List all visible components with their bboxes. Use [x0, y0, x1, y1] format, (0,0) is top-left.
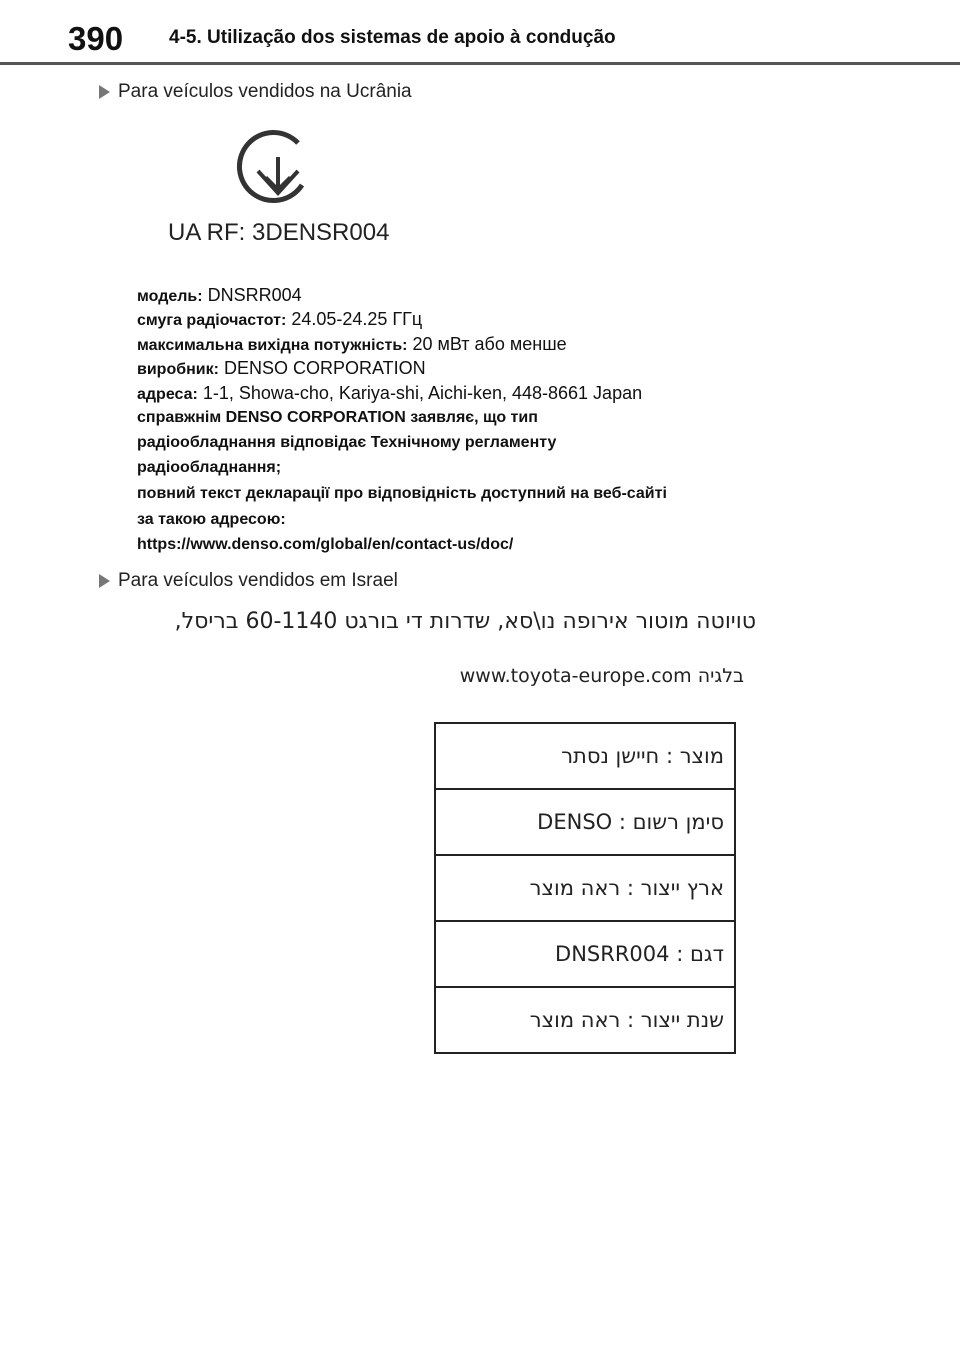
table-row: שנת ייצור : ראה מוצר [529, 1008, 724, 1032]
israel-importer-address: טויוטה מוטור אירופה נו\סא, שדרות די בורגט 60-1140 בריסל, [174, 609, 756, 634]
page-number: 390 [68, 20, 124, 57]
ua-url: https://www.denso.com/global/en/contact-us/doc/ [137, 536, 514, 553]
table-row: ארץ ייצור : ראה מוצר [436, 856, 734, 922]
ukrainian-conformity-mark-icon [236, 127, 316, 207]
ua-line: адреса: 1-1, Showa-cho, Kariya-shi, Aichi-ken, 448-8661 Japan [137, 383, 643, 403]
israel-label-table [434, 722, 736, 1054]
bullet-israel-text: Para veículos vendidos em Israel [118, 570, 398, 591]
ua-line: за такою адресою: [137, 511, 286, 528]
triangle-bullet-icon [99, 574, 110, 588]
bullet-ukraine [99, 81, 412, 103]
ua-line: модель: DNSRR004 [137, 285, 302, 305]
ua-line: радіообладнання; [137, 459, 282, 476]
section-title: 4-5. Utilização dos sistemas de apoio à condução [169, 27, 616, 48]
ua-line: виробник: DENSO CORPORATION [137, 358, 426, 378]
page-header [0, 0, 960, 66]
ua-line: радіообладнання відповідає Технічному регламенту [137, 434, 557, 451]
ua-line: повний текст декларації про відповідність доступний на веб-сайті [137, 485, 667, 502]
ua-line: справжнім DENSO CORPORATION заявляє, що тип [137, 409, 538, 426]
table-row: מוצר : חיישן נסתר [436, 724, 734, 790]
header-divider [0, 62, 960, 65]
table-row: סימן רשום : DENSO [436, 790, 734, 856]
ua-line: максимальна вихідна потужність: 20 мВт або менше [137, 334, 567, 354]
ua-rf-code: UA RF: 3DENSR004 [168, 219, 390, 246]
ua-line: смуга радіочастот: 24.05-24.25 ГГц [137, 309, 423, 329]
table-row: דגם : DNSRR004 [436, 922, 734, 988]
bullet-ukraine-text: Para veículos vendidos na Ucrânia [118, 81, 412, 102]
triangle-bullet-icon [99, 85, 110, 99]
israel-importer-website: בלגיה www.toyota-europe.com [459, 665, 744, 687]
bullet-israel [99, 570, 398, 592]
